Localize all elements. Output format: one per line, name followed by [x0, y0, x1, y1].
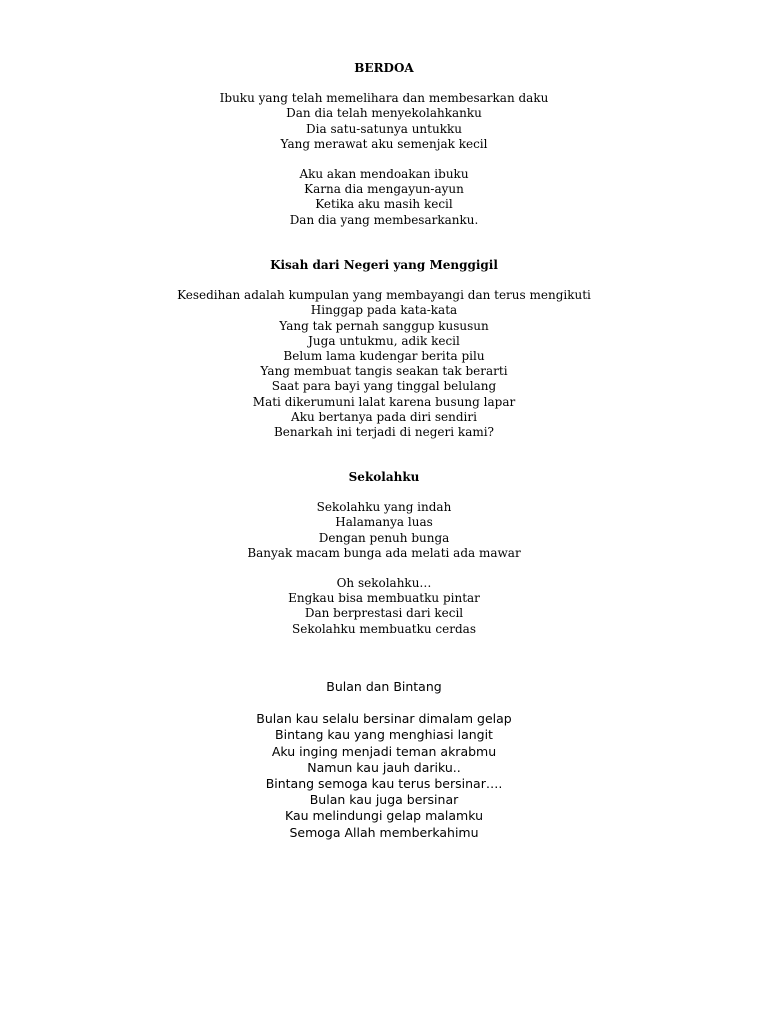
poem-line: Bintang semoga kau terus bersinar….	[265, 776, 503, 792]
poem-line: Hinggap pada kata-kata	[310, 303, 458, 318]
stanza	[0, 288, 768, 440]
poem-line: Dan berprestasi dari kecil	[304, 606, 464, 621]
poem-line: Benarkah ini terjadi di negeri kami?	[273, 425, 494, 440]
poem-kisah	[0, 258, 768, 440]
poem-title: Bulan dan Bintang	[326, 679, 442, 694]
poem-line: Bintang kau yang menghiasi langit	[275, 727, 493, 743]
poem-line: Yang membuat tangis seakan tak berarti	[260, 364, 508, 379]
stanza-gap	[0, 152, 768, 167]
stanza-gap	[0, 561, 768, 576]
stanza	[0, 500, 768, 561]
poem-line: Yang merawat aku semenjak kecil	[280, 136, 488, 151]
poem-line: Belum lama kudengar berita pilu	[283, 349, 485, 364]
poem-line: Engkau bisa membuatku pintar	[288, 591, 480, 606]
poem-title: Kisah dari Negeri yang Menggigil	[270, 258, 498, 272]
poem-line: Dengan penuh bunga	[318, 530, 450, 545]
poem-line: Ketika aku masih kecil	[315, 197, 453, 212]
stanza	[0, 711, 768, 841]
stanza	[0, 576, 768, 637]
poem-line: Yang tak pernah sanggup kususun	[279, 318, 489, 333]
stanza-gap	[0, 76, 768, 91]
poem-line: Dia satu-satunya untukku	[306, 121, 462, 136]
poem-berdoa	[0, 61, 768, 228]
stanza	[0, 91, 768, 152]
stanza-gap	[0, 273, 768, 288]
poem-line: Juga untukmu, adik kecil	[308, 333, 460, 348]
poem-line: Sekolahku membuatku cerdas	[292, 621, 476, 636]
poem-line: Namun kau jauh dariku..	[307, 759, 461, 775]
poem-line: Aku akan mendoakan ibuku	[299, 167, 469, 182]
poem-line: Kau melindungi gelap malamku	[284, 808, 484, 824]
stanza-gap	[0, 485, 768, 500]
poem-line: Kesedihan adalah kumpulan yang membayangi dan terus mengikuti	[177, 288, 591, 303]
poem-line: Aku inging menjadi teman akrabmu	[271, 743, 497, 759]
poem-line: Saat para bayi yang tinggal belulang	[271, 379, 497, 394]
poem-line: Dan dia telah menyekolahkanku	[286, 106, 482, 121]
poem-line: Mati dikerumuni lalat karena busung lapar	[252, 394, 516, 409]
poem-line: Bulan kau selalu bersinar dimalam gelap	[256, 711, 512, 727]
stanza-gap	[0, 695, 768, 711]
poem-title: BERDOA	[354, 61, 414, 75]
poem-line: Karna dia mengayun-ayun	[304, 182, 464, 197]
poem-title: Sekolahku	[348, 470, 420, 484]
poem-line: Halamanya luas	[335, 515, 433, 530]
poem-line: Aku bertanya pada diri sendiri	[291, 409, 477, 424]
poem-line: Dan dia yang membesarkanku.	[289, 212, 479, 227]
poem-line: Bulan kau juga bersinar	[309, 792, 459, 808]
poem-line: Sekolahku yang indah	[316, 500, 452, 515]
poem-line: Semoga Allah memberkahimu	[289, 824, 479, 840]
poem-bulan-dan-bintang	[0, 679, 768, 841]
stanza	[0, 167, 768, 228]
poem-sekolahku	[0, 470, 768, 637]
poem-line: Ibuku yang telah memelihara dan membesarkan daku	[219, 91, 549, 106]
poem-line: Oh sekolahku…	[336, 576, 432, 591]
poem-line: Banyak macam bunga ada melati ada mawar	[247, 545, 521, 560]
